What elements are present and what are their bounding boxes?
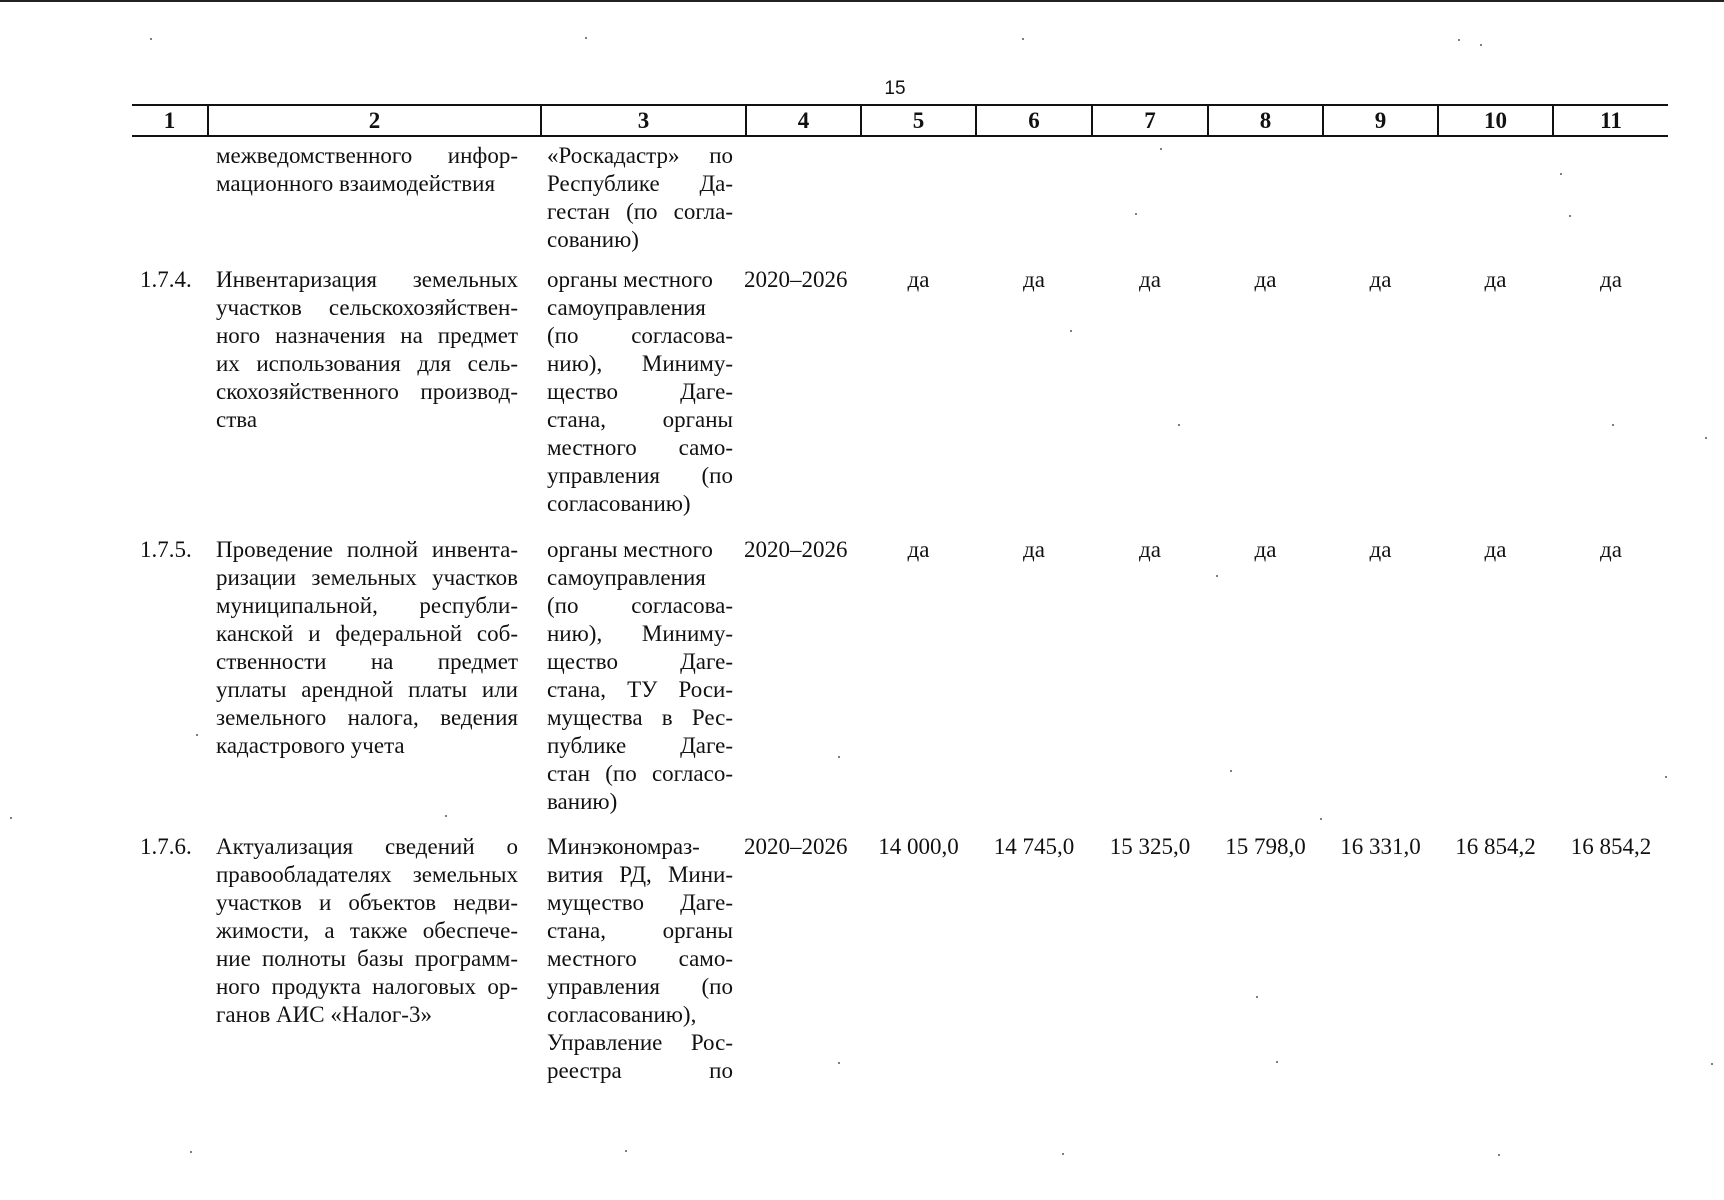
scan-speck [1665, 776, 1667, 778]
row-1-col-9: да [1369, 267, 1392, 292]
row-2-number: 1.7.5. [140, 537, 192, 562]
scan-speck [585, 37, 587, 39]
scan-speck [1160, 148, 1162, 150]
header-col-5: 5 [912, 108, 925, 133]
scan-speck [196, 734, 198, 736]
row-3-period: 2020–2026 [744, 834, 848, 859]
row-3-number: 1.7.6. [140, 834, 192, 859]
row-3-col-8: 15 798,0 [1225, 834, 1306, 859]
header-col-2: 2 [368, 108, 381, 133]
row-3-col-7: 15 325,0 [1109, 834, 1191, 859]
row-2-col-8: да [1254, 537, 1277, 562]
scan-speck [838, 756, 840, 758]
header-col-7: 7 [1144, 108, 1156, 133]
row-0-description: межведомственного инфор- мационного взаимодействия [216, 143, 518, 196]
scan-speck [1711, 1063, 1713, 1065]
row-1-period: 2020–2026 [744, 267, 848, 292]
header-col-6: 6 [1028, 108, 1040, 133]
header-col-9: 9 [1374, 108, 1387, 133]
row-2-col-10: да [1484, 537, 1507, 562]
scan-speck [1320, 818, 1322, 820]
scan-speck [1256, 996, 1258, 998]
row-1-col-10: да [1484, 267, 1507, 292]
row-3-col-10: 16 854,2 [1455, 834, 1536, 859]
row-1-description: Инвентаризация земельных участков сельскохозяйствен- ного назначения на предмет их использования для сель- скохозяйственного производ- ства [216, 267, 518, 432]
scan-speck [150, 38, 152, 40]
row-3-col-11: 16 854,2 [1570, 834, 1652, 859]
row-1-col-7: да [1139, 267, 1161, 292]
scan-speck [10, 817, 12, 819]
scan-speck [1560, 173, 1562, 175]
row-0-executors: «Роскадастр» по Республике Да- гестан (по согла- сованию) [547, 143, 733, 252]
page-number: 15 [884, 78, 906, 99]
header-col-10: 10 [1484, 108, 1507, 133]
row-2-description: Проведение полной инвента- ризации земельных участков муниципальной, республи- канской и федеральной соб- ственности на предмет уплаты арендной платы или земельного налога, ведения кадастрового учета [216, 537, 518, 758]
scan-speck [625, 1150, 627, 1152]
scan-speck [1498, 1154, 1500, 1156]
row-1-col-6: да [1023, 267, 1045, 292]
header-col-8: 8 [1259, 108, 1272, 133]
row-3-col-9: 16 331,0 [1340, 834, 1421, 859]
header-col-11: 11 [1600, 108, 1622, 133]
row-1-col-5: да [907, 267, 930, 292]
row-2-col-11: да [1600, 537, 1622, 562]
scan-speck [1178, 424, 1180, 426]
scan-speck [1480, 44, 1482, 46]
scan-speck [1135, 213, 1137, 215]
scan-speck [190, 1151, 192, 1153]
scan-speck [1569, 215, 1571, 217]
header-col-1: 1 [163, 108, 176, 133]
scan-speck [1022, 38, 1024, 40]
row-2-col-7: да [1139, 537, 1161, 562]
header-col-3: 3 [637, 108, 650, 133]
row-2-col-5: да [907, 537, 930, 562]
scan-speck [1062, 1153, 1064, 1155]
scan-speck [1230, 770, 1232, 772]
row-2-period: 2020–2026 [744, 537, 848, 562]
scan-speck [445, 815, 447, 817]
scan-speck [1276, 1061, 1278, 1063]
scan-speck [1070, 330, 1072, 332]
row-3-executors: Минэкономраз- вития РД, Мини- мущество Даге- стана, органы местного само- управления (по согласованию), Управление Рос- реестра по [547, 834, 733, 1083]
row-1-number: 1.7.4. [140, 267, 192, 292]
scan-speck [838, 1062, 840, 1064]
row-1-col-11: да [1600, 267, 1622, 292]
scan-speck [1216, 575, 1218, 577]
row-3-description: Актуализация сведений о правообладателях земельных участков и объектов недви- жимости, а также обеспече- ние полноты базы программ- ного продукта налоговых ор- ганов АИС «Налог-3» [216, 834, 518, 1027]
row-1-col-8: да [1254, 267, 1277, 292]
row-2-executors: органы местного самоуправления (по согласова- нию), Миниму- щество Даге- стана, ТУ Роси- мущества в Рес- публике Даге- стан (по согласо- ванию) [547, 537, 733, 814]
scan-top-border [0, 0, 1724, 2]
header-col-4: 4 [797, 108, 810, 133]
scan-speck [1458, 39, 1460, 41]
row-2-col-9: да [1369, 537, 1392, 562]
scan-speck [1705, 437, 1707, 439]
row-2-col-6: да [1023, 537, 1045, 562]
row-1-executors: органы местного самоуправления (по согласова- нию), Миниму- щество Даге- стана, органы местного само- управления (по согласованию) [547, 267, 733, 516]
row-3-col-5: 14 000,0 [878, 834, 959, 859]
row-3-col-6: 14 745,0 [993, 834, 1075, 859]
scan-speck [1612, 424, 1614, 426]
